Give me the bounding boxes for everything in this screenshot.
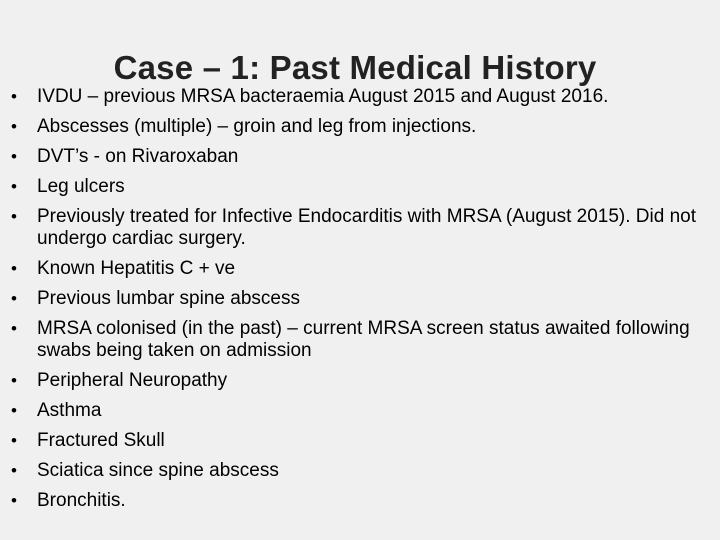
bullet-icon: • <box>11 177 17 196</box>
list-item-text: Sciatica since spine abscess <box>37 460 279 481</box>
list-item <box>0 490 720 512</box>
list-item <box>0 430 720 452</box>
list-item <box>0 370 720 392</box>
list-item <box>0 146 720 168</box>
list-item-text: Previously treated for Infective Endocarditis with MRSA (August 2015). Did not undergo cardiac surgery. <box>37 206 696 249</box>
bullet-icon: • <box>11 371 17 390</box>
list-item-text: Peripheral Neuropathy <box>37 370 228 391</box>
bullet-list <box>0 86 720 520</box>
list-item <box>0 400 720 422</box>
list-item-text: Bronchitis. <box>37 490 126 511</box>
bullet-icon: • <box>11 207 17 226</box>
bullet-icon: • <box>11 491 17 510</box>
bullet-icon: • <box>11 117 17 136</box>
bullet-icon: • <box>11 147 17 166</box>
list-item-text: Leg ulcers <box>37 176 125 197</box>
bullet-icon: • <box>11 289 17 308</box>
list-item <box>0 460 720 482</box>
bullet-icon: • <box>11 87 17 106</box>
list-item-text: DVT’s - on Rivaroxaban <box>37 146 239 167</box>
list-item-text: Previous lumbar spine abscess <box>37 288 300 309</box>
list-item-text: Asthma <box>37 400 102 421</box>
list-item-text: Known Hepatitis C + ve <box>37 258 236 279</box>
bullet-icon: • <box>11 259 17 278</box>
bullet-icon: • <box>11 431 17 450</box>
bullet-icon: • <box>11 461 17 480</box>
bullet-icon: • <box>11 401 17 420</box>
list-item-text: Fractured Skull <box>37 430 165 451</box>
list-item <box>0 206 720 250</box>
slide-title: Case – 1: Past Medical History <box>113 49 597 87</box>
list-item <box>0 116 720 138</box>
list-item <box>0 288 720 310</box>
list-item-text: IVDU – previous MRSA bacteraemia August 2015 and August 2016. <box>37 86 609 107</box>
list-item <box>0 176 720 198</box>
bullet-icon: • <box>11 319 17 338</box>
list-item <box>0 86 720 108</box>
list-item-text: MRSA colonised (in the past) – current MRSA screen status awaited following swabs being taken on admission <box>37 318 690 361</box>
list-item <box>0 258 720 280</box>
list-item-text: Abscesses (multiple) – groin and leg from injections. <box>37 116 477 137</box>
list-item <box>0 318 720 362</box>
